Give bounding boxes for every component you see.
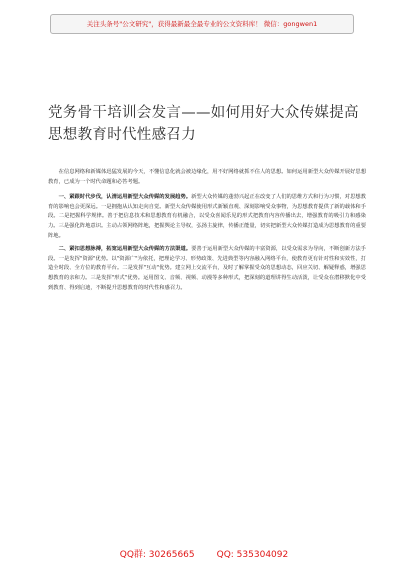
section-1-heading: 一、紧跟时代步伐，认清运用新型大众传媒的发展趋势。	[58, 194, 192, 201]
section-1-paragraph	[48, 193, 366, 241]
section-2-heading: 二、紧扣思想脉搏，拓宽运用新型大众传媒的方法渠道。	[58, 246, 192, 253]
section-2-paragraph	[48, 245, 366, 293]
intro-paragraph: 在信息网络和新媒体迅猛发展的今天，不懂信息化就会被边缘化，用不好网络就抓不住人的思想。如何运用新型大众传媒开展好思想教育，已成为一个时代命题和必答考题。	[48, 169, 366, 185]
promo-banner: 关注头条号"公文研究"，获得最新最全最专业的公文资料库！ 微信：gongwen1	[50, 14, 354, 34]
qq-label: QQ: 535304092	[216, 550, 289, 560]
qq-group-label: QQ群: 30265665	[119, 550, 195, 560]
section-1-body: 新型大众传媒的蓬勃兴起正在改变了人们的思维方式和行为习惯，对思想教育的影响也会更深远。一是拥抱从认知走向自觉。新型大众传媒使用形式新颖直观、深刻影响受众事物，为思想教育提供了新的载体和手段。二是把握科学规律。善于把信息技术和思想教育有机融合，以受众喜闻乐见的形式把教育内容传播出去，增强教育的吸引力和感染力。三是强化阵地意识。主动占领网络阵地，把握舆论主导权，弘扬主旋律，传播正能量，切实把新型大众传媒打造成为思想教育的重要阵地。	[48, 194, 366, 239]
contact-footer	[0, 549, 408, 561]
page-title: 党务骨干培训会发言——如何用好大众传媒提高思想教育时代性感召力	[48, 105, 359, 143]
document-body	[48, 168, 366, 293]
section-2-body: 要善于运用新型大众传媒的丰富资源，以受众需求为导向，不断创新方法手段。一是发挥"资源"优势。以"资源广"为依托，把理论学习、形势政策、先进典型等内容融入网络平台，使教育更有针对性和实效性，打造全时段、全方位的教育平台。二是发挥"互动"优势。建立网上交流平台，及时了解掌握受众的思想动态，回应关切、解疑释惑，增强思想教育的亲和力。三是发挥"形式"优势。运用图文、音频、视频、动漫等多种形式，把深刻的道理讲得生动活泼，让受众在潜移默化中受到教育、得到启迪，不断提升思想教育的时代性和感召力。	[48, 246, 366, 291]
